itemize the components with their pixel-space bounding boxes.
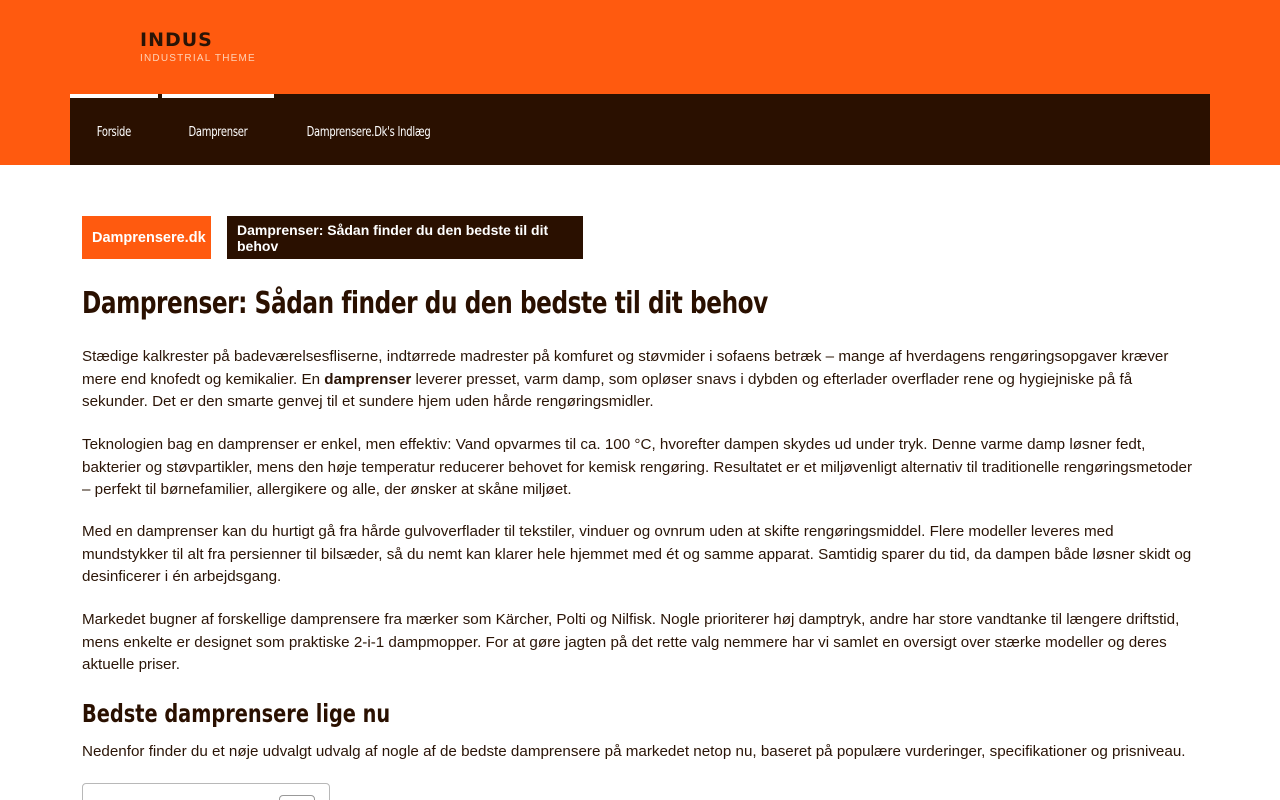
nav-item-label: Damprensere.Dk's Indlæg [307, 123, 431, 140]
nav-item-indlaeg[interactable] [276, 94, 462, 165]
product-picker-box[interactable] [82, 783, 330, 800]
article-paragraph-3: Med en damprenser kan du hurtigt gå fra hårde gulvoverflader til tekstiler, vinduer og ovnrum uden at skifte rengøringsmiddel. Flere modeller leveres med mundstykker til alt fra persienner til bilsæder, så du nemt kan klarer hele hjemmet med ét og samme apparat. Samtidig sparer du tid, da dampen både løsner skidt og desinficerer i én arbejdsgang. [82, 523, 1192, 585]
site-header [0, 0, 1280, 165]
picker-toggle-button[interactable] [279, 795, 315, 800]
site-branding[interactable] [140, 28, 256, 65]
breadcrumb-home-link[interactable]: Damprensere.dk [82, 216, 211, 259]
nav-item-label: Damprenser [188, 123, 248, 140]
article-paragraph-5: Nedenfor finder du et nøje udvalgt udvalg af nogle af de bedste damprensere på markedet netop nu, baseret på populære vurderinger, specifikationer og prisniveau. [82, 743, 1186, 760]
article-paragraph-4: Markedet bugner af forskellige damprensere fra mærker som Kärcher, Polti og Nilfisk. Nogle prioriterer høj damptryk, andre har store vandtanke til længere driftstid, mens enkelte er designet som praktiske 2-i-1 dampmopper. For at gøre jagten på det rette valg nemmere har vi samlet en oversigt over stærke modeller og deres aktuelle priser. [82, 611, 1180, 673]
main-navigation [70, 94, 1210, 165]
nav-item-label: Forside [96, 123, 132, 140]
breadcrumb-current: Damprenser: Sådan finder du den bedste til dit behov [227, 216, 583, 259]
article-paragraph-1 [82, 346, 1197, 414]
bold-keyword: damprenser [324, 370, 412, 388]
site-tagline: INDUSTRIAL THEME [140, 53, 256, 64]
paragraph-text: leverer presset, varm damp, som opløser snavs i dybden og efterlader overflader rene og hygiejniske på få sekunder. Det er den smarte genvej til et sundere hjem uden hårde rengøringsmidler. [82, 370, 1133, 410]
page-title: Damprenser: Sådan finder du den bedste til dit behov [82, 286, 768, 321]
nav-item-forside[interactable] [70, 94, 158, 165]
section-title: Bedste damprensere lige nu [82, 699, 391, 728]
article-paragraph-2: Teknologien bag en damprenser er enkel, men effektiv: Vand opvarmes til ca. 100 °C, hvorefter dampen skydes ud under tryk. Denne varme damp løsner fedt, bakterier og støvpartikler, mens den høje temperatur reducerer behovet for kemisk rengøring. Resultatet er et miljøvenligt alternativ til traditionelle rengøringsmetoder – perfekt til børnefamilier, allergikere og alle, der ønsker at skåne miljøet. [82, 436, 1193, 498]
site-title[interactable]: INDUS [140, 29, 213, 51]
article-content [82, 280, 1197, 760]
paragraph-text: Stædige kalkrester på badeværelsesfliserne, indtørrede madrester på komfuret og støvmider i sofaens betræk – mange af hverdagens rengøringsopgaver kræver mere end knofedt og kemikalier. En [82, 348, 1169, 388]
nav-item-damprenser[interactable] [162, 94, 274, 165]
